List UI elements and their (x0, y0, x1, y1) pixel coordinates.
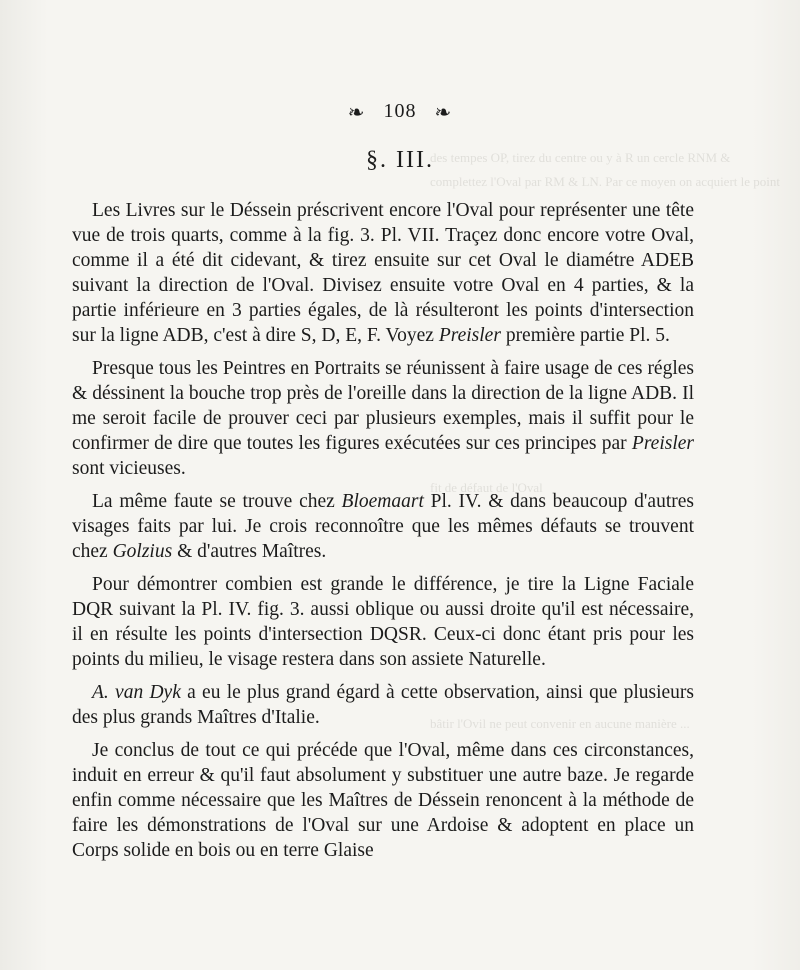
paragraph-2-end: sont vicieuses. (72, 458, 186, 479)
page-number: 108 (383, 100, 417, 123)
name-preisler-2: Preisler (631, 433, 695, 454)
right-ornament-icon: ❧ (434, 102, 453, 124)
left-ornament-icon: ❧ (347, 102, 366, 124)
paragraph-3-mid: Pl. IV. & dans beaucoup d'autres visages faits par lui. Je crois reconnoître que les mêmes défauts se trouvent chez (72, 491, 694, 562)
paragraph-1 (72, 198, 694, 348)
paragraph-5-text: a eu le plus grand égard à cette observation, ainsi que plusieurs des plus grands Maîtres d'Italie. (72, 682, 695, 728)
paragraph-2-text: Presque tous les Peintres en Portraits se réunissent à faire usage de ces régles & déssinent la bouche trop près de l'oreille dans la direction de la ligne ADB. Il me seroit facile de prouver ceci par plusieurs exemples, mais il suffit pour le confirmer de dire que toutes les figures exécutées sur ces principes par (72, 358, 694, 454)
page-header (0, 100, 800, 125)
bleed-through-line-2: complettez l'Oval par RM & LN. Par ce moyen on acquiert le point (430, 174, 780, 189)
bleed-through-line-3: fit de défaut de l'Oval (430, 480, 543, 495)
paragraph-6 (72, 738, 694, 863)
paragraph-1-end: première partie Pl. 5. (505, 325, 670, 346)
paragraph-5 (72, 680, 694, 730)
bleed-through-line-1: des tempes OP, tirez du centre ou y à R un cercle RNM & (430, 150, 731, 165)
section-heading: §. III. (366, 147, 434, 173)
paragraph-1-text: Les Livres sur le Déssein préscrivent encore l'Oval pour représenter une tête vue de trois quarts, comme à la fig. 3. Pl. VII. Traçez donc encore votre Oval, comme il a été dit cidevant, & tirez ensuite sur cet Oval le diamétre ADEB suivant la direction de l'Oval. Divisez ensuite votre Oval en 4 parties, & la partie inférieure en 3 parties égales, de là résulteront les points d'intersection sur la ligne ADB, c'est à dire S, D, E, F. Voyez (72, 200, 694, 346)
bleed-through-line-4: bâtir l'Ovil ne peut convenir en aucune manière ... (430, 716, 690, 731)
name-golzius: Golzius (112, 541, 173, 562)
paragraph-4 (72, 572, 694, 672)
name-van-dyk: A. van Dyk (92, 682, 181, 703)
paragraph-2 (72, 356, 694, 481)
paragraph-3-end: & d'autres Maîtres. (177, 541, 327, 562)
paragraph-3-start: La même faute se trouve chez (92, 491, 335, 512)
name-preisler: Preisler (438, 325, 501, 346)
paragraph-3 (72, 489, 694, 564)
body-text (72, 198, 694, 871)
name-bloemaart: Bloemaart (341, 491, 424, 512)
paragraph-4-text: Pour démontrer combien est grande le différence, je tire la Ligne Faciale DQR suivant la Pl. IV. fig. 3. aussi oblique ou aussi droite qu'il est nécessaire, il en résulte les points d'intersection DQSR. Ceux-ci donc étant pris pour les points du milieu, le visage restera dans son assiete Naturelle. (72, 574, 694, 670)
paragraph-6-text: Je conclus de tout ce qui précéde que l'Oval, même dans ces circonstances, induit en erreur & qu'il faut absolument y substituer une autre baze. Je regarde enfin comme nécessaire que les Maîtres de Déssein renoncent à la méthode de faire les démonstrations de l'Oval sur une Ardoise & adoptent en place un Corps solide en bois ou en terre Glaise (72, 740, 694, 861)
